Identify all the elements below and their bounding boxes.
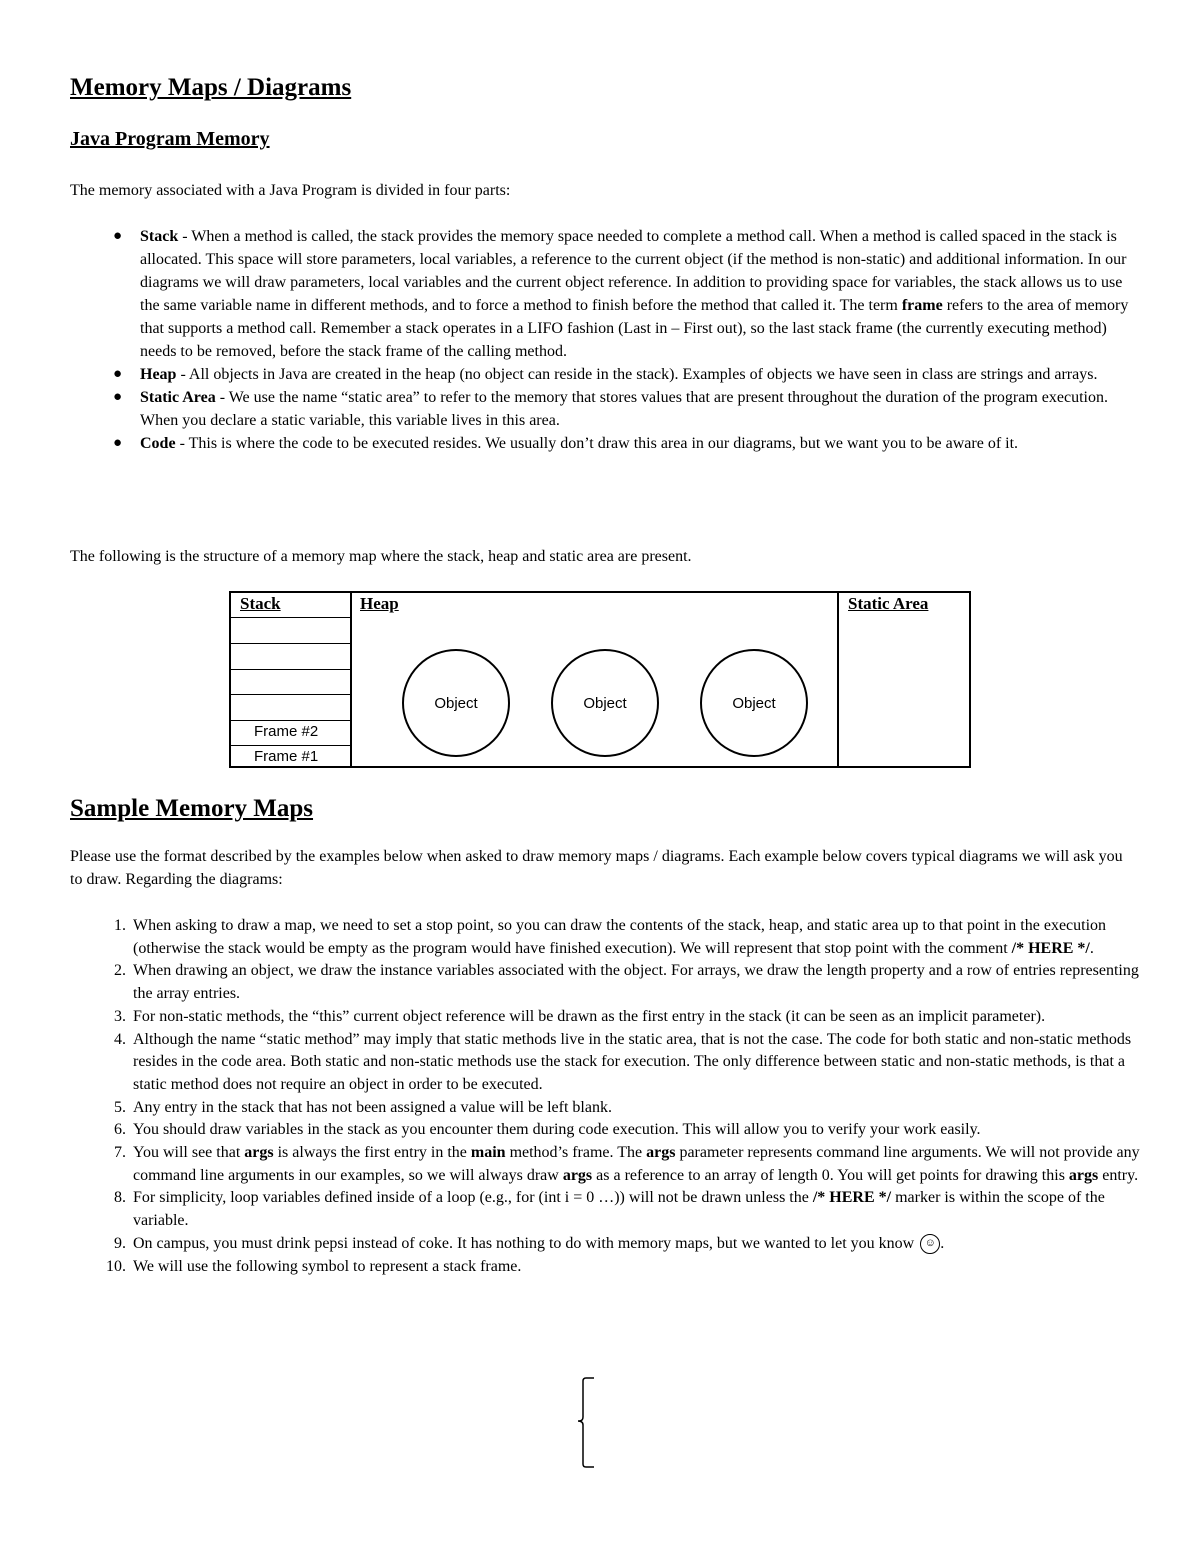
heap-object: Object bbox=[551, 649, 659, 757]
structure-intro: The following is the structure of a memory map where the stack, heap and static area are present. bbox=[70, 548, 692, 565]
list-item-stack bbox=[111, 225, 1131, 363]
stack-header: Stack bbox=[240, 594, 281, 613]
frame-1-label: Frame #1 bbox=[254, 748, 319, 765]
section-heading-java-program-memory: Java Program Memory bbox=[70, 128, 270, 150]
list-item: 4. Although the name “static method” may imply that static methods live in the static area, that is not the case. The code for both static and non-static methods resides in the code area. Both static and non-static methods use the stack for execution. The only difference between static and non-static methods, is that a static method does not require an object in order to be executed. bbox=[114, 1030, 1132, 1093]
desc-heap: - All objects in Java are created in the heap (no object can reside in the stack). Examples of objects we have seen in class are strings and arrays. bbox=[176, 366, 1098, 383]
stack-frame-bracket-icon bbox=[570, 1375, 600, 1471]
list-item: 5. Any entry in the stack that has not been assigned a value will be left blank. bbox=[114, 1098, 612, 1116]
stack-cell bbox=[231, 694, 350, 695]
bullet-icon: ● bbox=[113, 366, 123, 382]
list-item: 2. When drawing an object, we draw the instance variables associated with the object. For arrays, we draw the length property and a row of entries representing the array entries. bbox=[114, 962, 1139, 1003]
frame-2-label: Frame #2 bbox=[254, 723, 319, 740]
heap-object: Object bbox=[700, 649, 808, 757]
stack-cell bbox=[231, 617, 350, 618]
list-item-code bbox=[111, 432, 1131, 455]
stack-cell-frame-2 bbox=[231, 720, 350, 721]
stack-cell-frame-1 bbox=[231, 745, 350, 746]
static-area-header: Static Area bbox=[848, 594, 929, 613]
diagram-rules-list bbox=[96, 915, 1141, 1278]
heap-static-divider bbox=[837, 593, 839, 766]
section1-intro: The memory associated with a Java Program is divided in four parts: bbox=[70, 182, 511, 199]
memory-map-diagram bbox=[229, 591, 971, 768]
list-item-static-area bbox=[111, 386, 1131, 432]
bullet-icon: ● bbox=[113, 389, 123, 405]
term-code: Code bbox=[140, 435, 176, 452]
desc-stack: - When a method is called, the stack provides the memory space needed to complete a method call. When a method is called spaced in the stack is allocated. This space will store parameters, local variables, a reference to the current object (if the method is non-static) and additional information. In our diagrams we will draw parameters, local variables and the current object reference. In addition to providing space for variables, the stack allows us to use the same variable name in different methods, and to force a method to finish before the method that called it. The term frame refers to the area of memory that supports a method call. Remember a stack operates in a LIFO fashion (Last in – First out), so the last stack frame (the currently executing method) needs to be removed, before the stack frame of the calling method. bbox=[140, 228, 1129, 360]
list-item-heap bbox=[111, 363, 1131, 386]
heap-object: Object bbox=[402, 649, 510, 757]
desc-static-area: - We use the name “static area” to refer to the memory that stores values that are present throughout the duration of the program execution. When you declare a static variable, this variable lives in this area. bbox=[140, 389, 1108, 429]
bullet-icon: ● bbox=[113, 228, 123, 244]
section2-intro: Please use the format described by the examples below when asked to draw memory maps / diagrams. Each example below covers typical diagrams we will ask you to draw. Regarding the diagrams: bbox=[70, 848, 1123, 888]
term-stack: Stack bbox=[140, 228, 179, 245]
memory-parts-list bbox=[111, 225, 1131, 455]
section-heading-sample-memory-maps: Sample Memory Maps bbox=[70, 795, 314, 822]
list-item: 9. On campus, you must drink pepsi instead of coke. It has nothing to do with memory maps, but we wanted to let you know ☺ . bbox=[96, 1233, 1141, 1256]
page-title: Memory Maps / Diagrams bbox=[70, 74, 352, 101]
term-static-area: Static Area bbox=[140, 389, 216, 406]
stack-cell bbox=[231, 643, 350, 644]
stack-cell bbox=[231, 669, 350, 670]
bullet-icon: ● bbox=[113, 435, 123, 451]
term-heap: Heap bbox=[140, 366, 177, 383]
desc-code: - This is where the code to be executed resides. We usually don’t draw this area in our diagrams, but we want you to be aware of it. bbox=[175, 435, 1019, 452]
list-item: 3. For non-static methods, the “this” current object reference will be drawn as the first entry in the stack (it can be seen as an implicit parameter). bbox=[114, 1007, 1046, 1025]
list-item: 8. For simplicity, loop variables defined inside of a loop (e.g., for (int i = 0 …)) will not be drawn unless the /* HERE */ marker is within the scope of the variable. bbox=[114, 1189, 1105, 1230]
heap-header: Heap bbox=[360, 594, 399, 613]
list-item: 1. When asking to draw a map, we need to set a stop point, so you can draw the contents of the stack, heap, and static area up to that point in the execution (otherwise the stack would be empty as the program would have finished execution). We will represent that stop point with the comment /* HERE */. bbox=[114, 917, 1107, 957]
list-item: 7. You will see that args is always the first entry in the main method’s frame. The args parameter represents command line arguments. We will not provide any command line arguments in our examples, so we will always draw args as a reference to an array of length 0. You will get points for drawing this args entry. bbox=[114, 1144, 1140, 1184]
list-item: 10. We will use the following symbol to represent a stack frame. bbox=[106, 1257, 522, 1275]
stack-heap-divider bbox=[350, 593, 352, 766]
list-item: 6. You should draw variables in the stack as you encounter them during code execution. This will allow you to verify your work easily. bbox=[114, 1121, 981, 1139]
